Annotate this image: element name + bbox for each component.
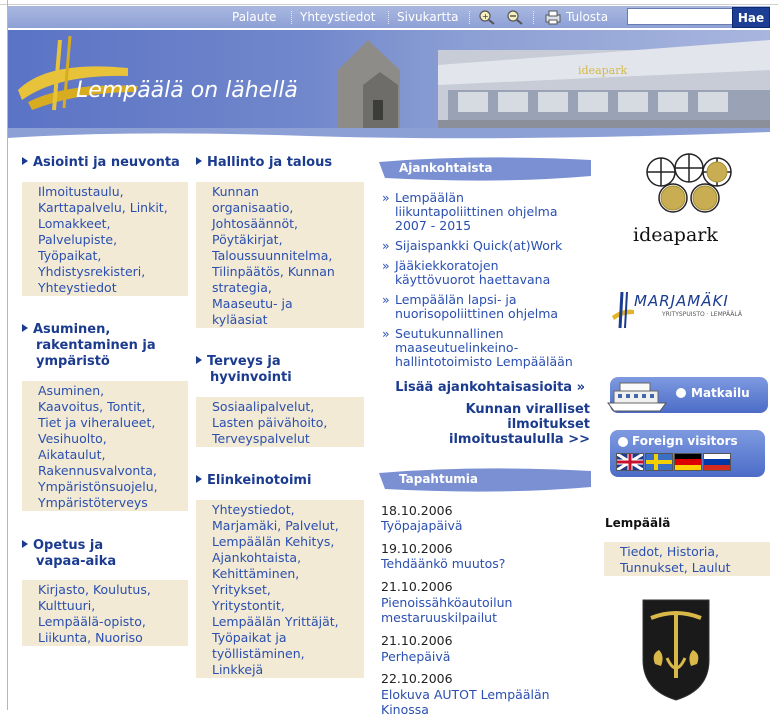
more-news-link[interactable]: Lisää ajankohtaisasioita »: [395, 380, 585, 395]
arrow-icon: [196, 157, 202, 165]
link[interactable]: Asuminen,: [38, 383, 105, 398]
official-notices-link[interactable]: Kunnan viralliset ilmoitukset ilmoitustaululla >>: [448, 402, 590, 447]
flag-russia-icon[interactable]: [703, 453, 731, 471]
box-hallinto: [196, 182, 364, 328]
contacts-link[interactable]: Yhteystiedot: [300, 10, 376, 24]
banner-wave: [8, 128, 770, 142]
event-link[interactable]: Elokuva AUTOT Lempäälän Kinossa: [381, 687, 550, 717]
link[interactable]: organisaatio,: [212, 200, 294, 215]
zoom-out-icon[interactable]: [506, 9, 524, 25]
coat-of-arms: [641, 598, 711, 702]
box-asiointi: [22, 182, 188, 296]
separator: [533, 11, 534, 24]
section-elinkeinotoimi[interactable]: Elinkeinotoimi: [196, 473, 311, 489]
utility-bar: [8, 6, 770, 28]
link[interactable]: Taloussuunnitelma,: [212, 248, 333, 263]
event-date: 18.10.2006: [381, 503, 453, 518]
link[interactable]: Rakennusvalvonta,: [38, 463, 157, 478]
link[interactable]: Tilinpäätös, Kunnan: [212, 264, 335, 279]
marjamaki-text: MARJAMÄKI: [634, 292, 729, 310]
separator: [469, 11, 470, 24]
ideapark-globes-icon: [625, 150, 755, 222]
section-opetus[interactable]: Opetus ja vapaa-aika: [22, 538, 116, 570]
box-elinkeinotoimi: [196, 500, 364, 678]
event-link[interactable]: Työpajapäivä: [381, 518, 463, 533]
link[interactable]: Kunnan: [212, 184, 259, 199]
event-date: 21.10.2006: [381, 579, 453, 594]
section-asiointi[interactable]: Asiointi ja neuvonta: [22, 155, 180, 171]
link[interactable]: Kulttuuri,: [38, 598, 96, 613]
arrow-circle-icon: [676, 388, 686, 398]
link[interactable]: Yhdistysrekisteri,: [38, 264, 146, 279]
arrow-icon: [196, 475, 202, 483]
matkailu-button[interactable]: Matkailu: [610, 377, 768, 413]
news-item[interactable]: » Seutukunnallinen maaseutuelinkeino- hallintotoimisto Lempäälään: [382, 326, 573, 369]
link[interactable]: Pöytäkirjat,: [212, 232, 283, 247]
section-hallinto[interactable]: Hallinto ja talous: [196, 155, 332, 171]
lempaala-heading: Lempäälä: [605, 516, 671, 530]
section-terveys[interactable]: Terveys ja hyvinvointi: [196, 354, 292, 386]
link[interactable]: Maaseutu- ja: [212, 296, 293, 311]
link[interactable]: Ympäristönsuojelu,: [38, 479, 158, 494]
search-input[interactable]: [627, 8, 733, 25]
link[interactable]: Ilmoitustaulu,: [38, 184, 124, 199]
link[interactable]: Lempäälän Yrittäjät,: [212, 614, 339, 629]
link[interactable]: Tunnukset, Laulut: [620, 560, 731, 575]
printer-icon[interactable]: [544, 9, 562, 25]
event-date: 22.10.2006: [381, 671, 453, 686]
link[interactable]: Ajankohtaista,: [212, 550, 302, 565]
ideapark-logo[interactable]: [625, 150, 755, 250]
event-link[interactable]: Perhepäivä: [381, 649, 451, 664]
print-link[interactable]: Tulosta: [566, 10, 609, 24]
news-item[interactable]: » Sijaispankki Quick(at)Work: [382, 238, 563, 253]
ship-icon: [606, 377, 668, 413]
link[interactable]: Yritystontit,: [212, 598, 285, 613]
link[interactable]: Lomakkeet,: [38, 216, 111, 231]
banner-title: Lempäälä on lähellä: [76, 78, 298, 103]
link[interactable]: Yhteystiedot,: [212, 502, 295, 517]
link[interactable]: Ympäristöterveys: [38, 495, 148, 510]
section-asuminen[interactable]: Asuminen, rakentaminen ja ympäristö: [22, 322, 156, 370]
news-item[interactable]: » Lempäälän lapsi- ja nuorisopoliittinen ohjelma: [382, 292, 559, 321]
link[interactable]: Työpaikat ja: [212, 630, 287, 645]
link[interactable]: Kaavoitus, Tontit,: [38, 399, 146, 414]
arrow-icon: [196, 356, 202, 364]
link[interactable]: Johtosäännöt,: [212, 216, 299, 231]
feedback-link[interactable]: Palaute: [232, 10, 277, 24]
event-date: 19.10.2006: [381, 541, 453, 556]
arrow-circle-icon: [618, 437, 628, 447]
link[interactable]: kyläasiat: [212, 312, 268, 327]
banner-ideapark-sign: ideapark: [578, 64, 628, 77]
link[interactable]: Vesihuolto,: [38, 431, 107, 446]
link[interactable]: Lasten päivähoito,: [212, 415, 328, 430]
flag-sweden-icon[interactable]: [645, 453, 673, 471]
search-button[interactable]: Hae: [732, 7, 770, 28]
link[interactable]: Yritykset,: [212, 582, 271, 597]
link[interactable]: Palvelupiste,: [38, 232, 118, 247]
box-lempaala: [604, 542, 770, 576]
event-link[interactable]: Pienoissähköautoilun mestaruuskilpailut: [381, 595, 513, 625]
link[interactable]: Marjamäki, Palvelut,: [212, 518, 339, 533]
link[interactable]: Kehittäminen,: [212, 566, 300, 581]
box-opetus: [22, 580, 188, 646]
marjamaki-subtitle: YRITYSPUISTO · LEMPÄÄLÄ: [662, 311, 742, 318]
link[interactable]: Linkkejä: [212, 662, 264, 677]
sitemap-link[interactable]: Sivukartta: [397, 10, 459, 24]
news-item[interactable]: » Lempäälän liikuntapoliittinen ohjelma 2007 - 2015: [382, 190, 558, 233]
link[interactable]: Lempäälä-opisto,: [38, 614, 146, 629]
box-terveys: [196, 397, 364, 447]
marjamaki-logo[interactable]: [610, 290, 765, 330]
link[interactable]: Yhteystiedot: [38, 280, 117, 295]
link[interactable]: Aikataulut,: [38, 447, 106, 462]
arrow-icon: [22, 157, 28, 165]
separator: [388, 11, 389, 24]
link[interactable]: Lempäälän Kehitys,: [212, 534, 335, 549]
coat-of-arms-shield-icon: [641, 598, 711, 702]
news-tab: Ajankohtaista: [379, 156, 591, 182]
arrow-icon: [22, 540, 28, 548]
link[interactable]: strategia,: [212, 280, 272, 295]
link[interactable]: työllistäminen,: [212, 646, 305, 661]
events-tab: Tapahtumia: [379, 467, 591, 493]
ideapark-text: ideapark: [633, 224, 718, 246]
separator: [291, 11, 292, 24]
foreign-visitors-button[interactable]: Foreign visitors: [610, 430, 765, 477]
link[interactable]: Sosiaalipalvelut,: [212, 399, 315, 414]
link[interactable]: Tiet ja viheralueet,: [38, 415, 156, 430]
event-link[interactable]: Tehdäänkö muutos?: [381, 556, 506, 571]
link[interactable]: Kirjasto, Koulutus,: [38, 582, 151, 597]
event-date: 21.10.2006: [381, 633, 453, 648]
arrow-icon: [22, 324, 28, 332]
flag-germany-icon[interactable]: [674, 453, 702, 471]
zoom-in-icon[interactable]: [478, 9, 496, 25]
flag-uk-icon[interactable]: [616, 453, 644, 471]
top-strip: [0, 0, 778, 5]
header-banner: [8, 30, 770, 132]
svg-text:+: +: [482, 12, 489, 21]
link[interactable]: Karttapalvelu, Linkit,: [38, 200, 168, 215]
marjamaki-brush-icon: [610, 290, 634, 330]
box-asuminen: [22, 381, 188, 511]
news-item[interactable]: » Jääkiekkoratojen käyttövuorot haettavana: [382, 258, 551, 287]
link[interactable]: Terveyspalvelut: [212, 431, 310, 446]
link[interactable]: Tiedot, Historia,: [620, 544, 720, 559]
link[interactable]: Liikunta, Nuoriso: [38, 630, 143, 645]
link[interactable]: Työpaikat,: [38, 248, 102, 263]
